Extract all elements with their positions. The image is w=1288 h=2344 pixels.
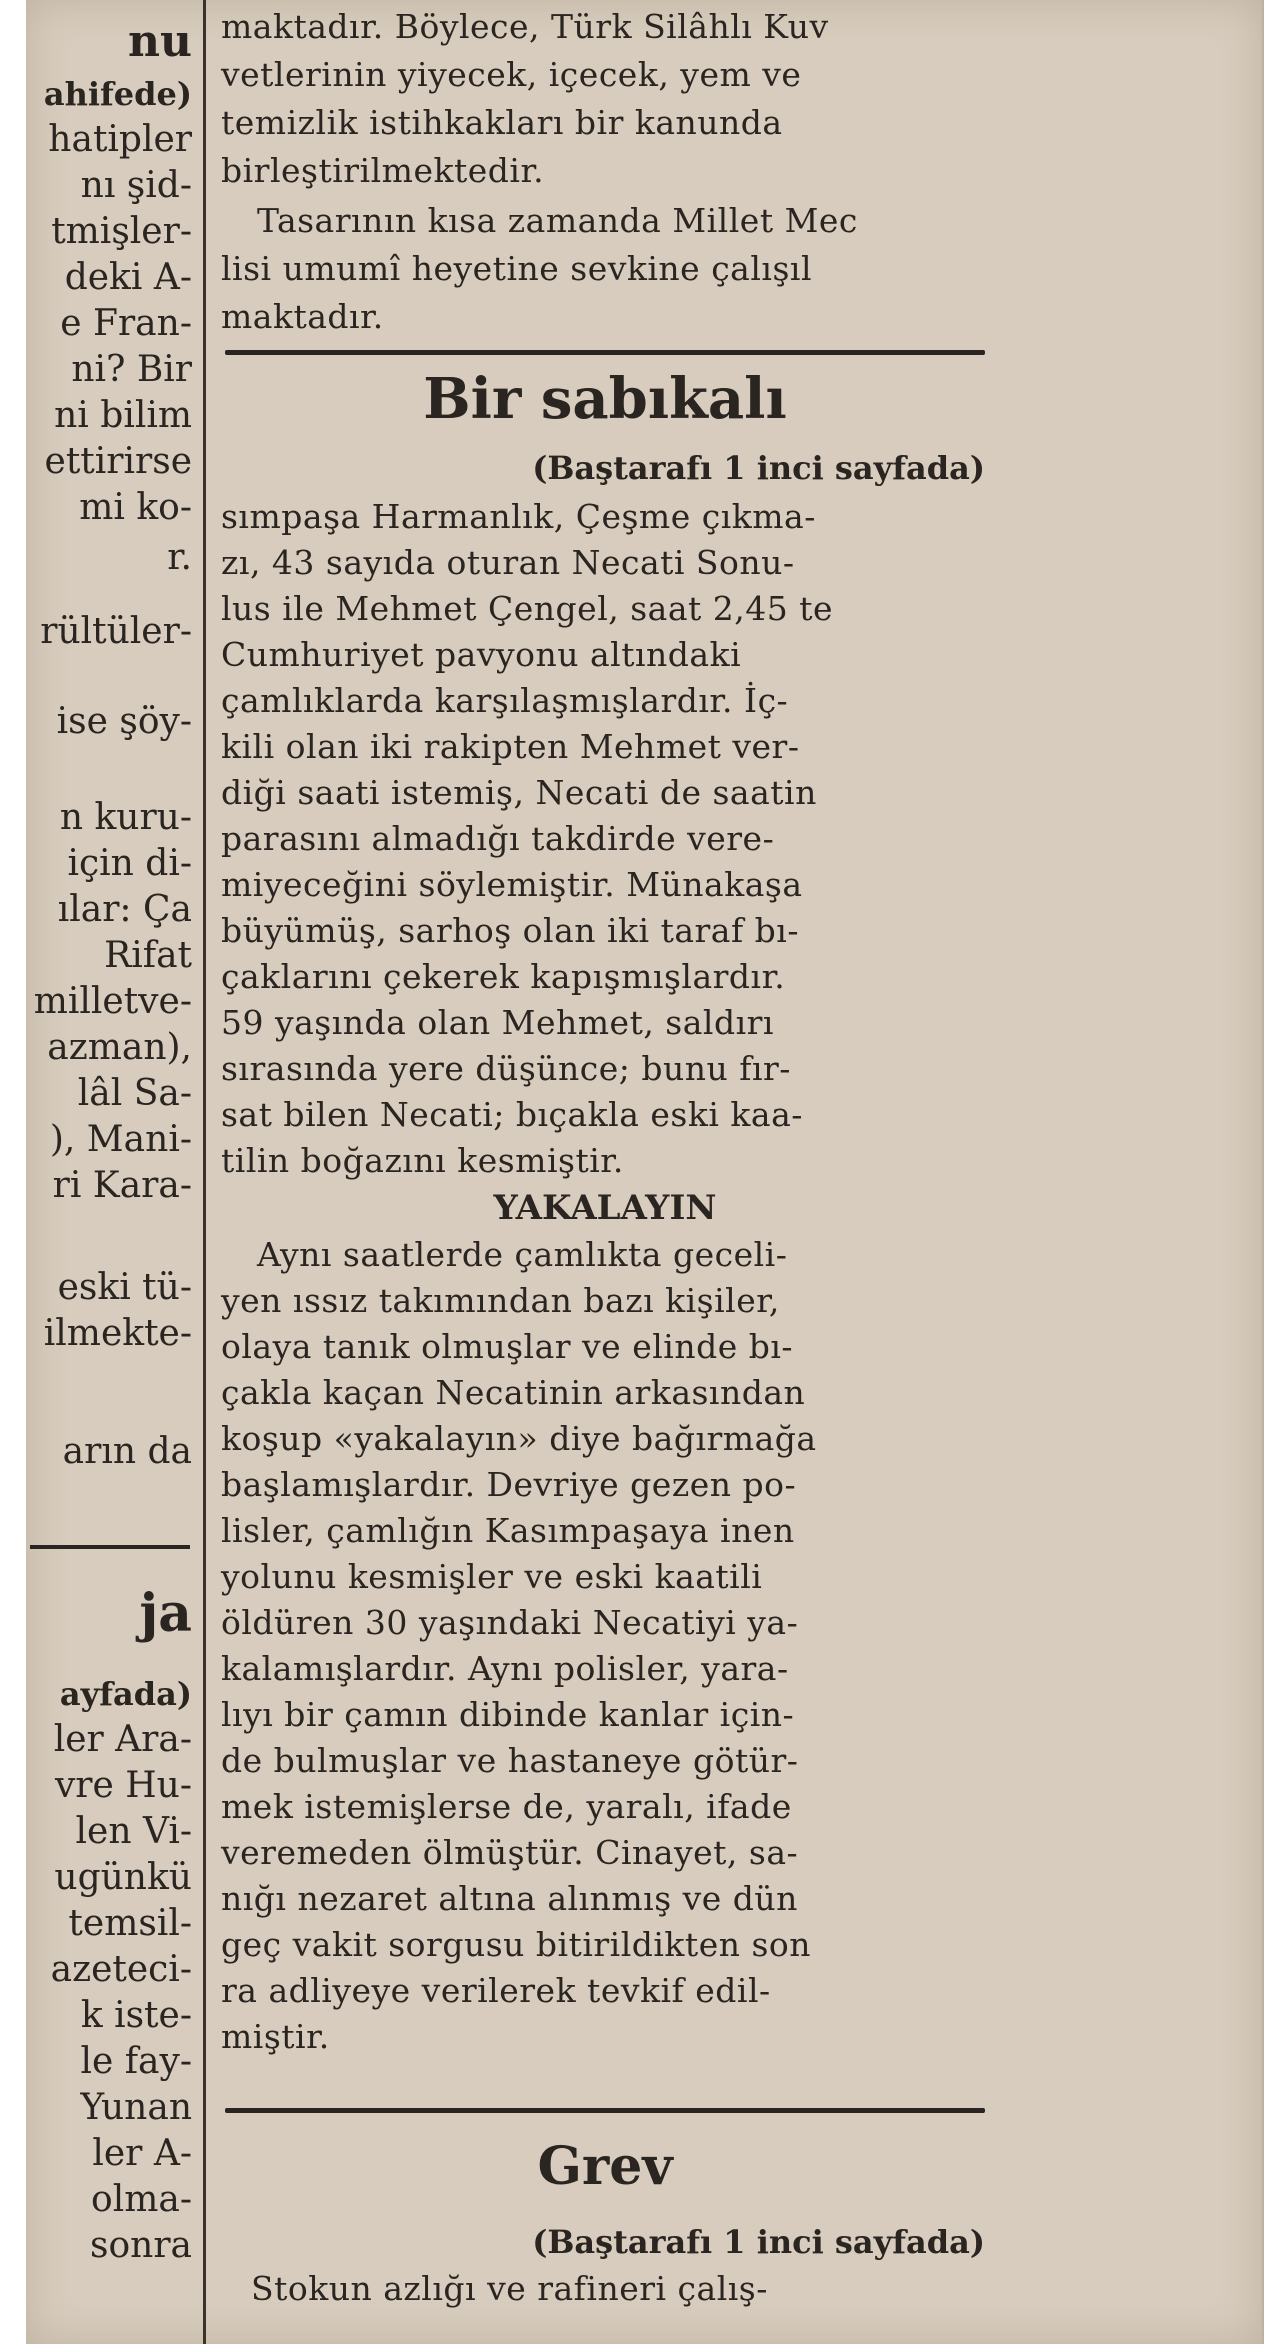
left-divider [30, 1545, 190, 1549]
left-line: ni? Bir [71, 349, 192, 390]
left-line: ayfada) [59, 1675, 192, 1713]
article-line: lisler, çamlığın Kasımpaşaya inen [221, 1511, 795, 1550]
left-line: ilmekte- [43, 1313, 192, 1354]
main-column [215, 0, 995, 2344]
left-line: nu [128, 16, 192, 67]
article-line: de bulmuşlar ve hastaneye götür- [221, 1741, 799, 1780]
subheading-yakalayin: YAKALAYIN [493, 1188, 717, 1228]
continued-from-note: (Baştarafı 1 inci sayfada) [532, 2223, 985, 2261]
article-line: çaklarını çekerek kapışmışlardır. [221, 957, 786, 996]
left-line: ler Ara- [53, 1719, 192, 1760]
left-line: temsil- [68, 1903, 192, 1944]
article-line: zı, 43 sayıda oturan Necati Sonu- [221, 543, 795, 582]
left-line: ri Kara- [52, 1165, 192, 1206]
article-line: Cumhuriyet pavyonu altındaki [221, 635, 742, 674]
left-line: lâl Sa- [77, 1073, 192, 1114]
left-line: ılar: Ça [57, 889, 192, 930]
continued-from-note: (Baştarafı 1 inci sayfada) [532, 449, 985, 487]
article-line: lıyı bir çamın dibinde kanlar için- [221, 1695, 795, 1734]
article-line: diği saati istemiş, Necati de saatin [221, 773, 817, 812]
left-line: Rifat [104, 935, 192, 976]
article-line: sımpaşa Harmanlık, Çeşme çıkma- [221, 497, 816, 536]
left-line: ), Mani- [49, 1119, 192, 1160]
left-line: n kuru- [59, 797, 192, 838]
article-line: kili olan iki rakipten Mehmet ver- [221, 727, 800, 766]
article-line: tilin boğazını kesmiştir. [221, 1141, 624, 1180]
left-line: le fay- [80, 2041, 192, 2082]
left-line: rültüler- [40, 611, 192, 652]
article-line: vetlerinin yiyecek, içecek, yem ve [221, 55, 802, 94]
article-line: parasını almadığı takdirde vere- [221, 819, 775, 858]
article-line: temizlik istihkakları bir kanunda [221, 103, 783, 142]
left-line: ler A- [92, 2133, 192, 2174]
left-line: ugünkü [54, 1857, 192, 1898]
article-line: Tasarının kısa zamanda Millet Mec [257, 201, 858, 240]
column-divider [203, 0, 206, 2344]
article-line: birleştirilmektedir. [221, 151, 545, 190]
article-line: maktadır. Böylece, Türk Silâhlı Kuv [221, 7, 829, 46]
article-line: miştir. [221, 2017, 330, 2056]
left-line: e Fran- [60, 303, 192, 344]
article-line: Aynı saatlerde çamlıkta geceli- [257, 1235, 788, 1274]
left-line: arın da [62, 1431, 192, 1472]
article-line: maktadır. [221, 297, 384, 336]
article-line: mek istemişlerse de, yaralı, ifade [221, 1787, 792, 1826]
left-line: len Vi- [75, 1811, 192, 1852]
headline-grev: Grev [537, 2136, 673, 2197]
left-line: eski tü- [57, 1267, 192, 1308]
article-line: lisi umumî heyetine sevkine çalışıl [221, 249, 813, 288]
article-line: lus ile Mehmet Çengel, saat 2,45 te [221, 589, 834, 628]
article-line: olaya tanık olmuşlar ve elinde bı- [221, 1327, 794, 1366]
left-line: ni bilim [54, 395, 192, 436]
clipping-edge [1262, 0, 1264, 2344]
left-line: sonra [89, 2225, 192, 2266]
article-line: çamlıklarda karşılaşmışlardır. İç- [221, 681, 789, 720]
article-line: sat bilen Necati; bıçakla eski kaa- [221, 1095, 803, 1134]
article-line: Stokun azlığı ve rafineri çalış- [251, 2269, 768, 2308]
left-line: k iste- [80, 1995, 192, 2036]
article-line: başlamışlardır. Devriye gezen po- [221, 1465, 797, 1504]
left-column-fragment [30, 0, 198, 2344]
left-line: azman), [47, 1027, 192, 1068]
left-line: Yunan [80, 2087, 192, 2128]
left-line: için di- [67, 843, 192, 884]
article-line: sırasında yere düşünce; bunu fır- [221, 1049, 791, 1088]
article-line: koşup «yakalayın» diye bağırmağa [221, 1419, 817, 1458]
headline-sabikali: Bir sabıkalı [423, 366, 787, 432]
left-line: tmişler- [51, 211, 192, 252]
article-line: miyeceğini söylemiştir. Münakaşa [221, 865, 803, 904]
article-line: yolunu kesmişler ve eski kaatili [221, 1557, 763, 1596]
left-line: azeteci- [50, 1949, 192, 1990]
left-line: nı şid- [80, 165, 192, 206]
article-line: çakla kaçan Necatinin arkasından [221, 1373, 806, 1412]
article-line: büyümüş, sarhoş olan iki taraf bı- [221, 911, 800, 950]
left-line: deki A- [64, 257, 192, 298]
article-line: yen ıssız takımından bazı kişiler, [221, 1281, 780, 1320]
left-line: mi ko- [79, 487, 192, 528]
left-line: milletve- [33, 981, 192, 1022]
article-line: ra adliyeye verilerek tevkif edil- [221, 1971, 771, 2010]
article-line: öldüren 30 yaşındaki Necatiyi ya- [221, 1603, 799, 1642]
article-line: kalamışlardır. Aynı polisler, yara- [221, 1649, 789, 1688]
left-line: ise şöy- [56, 701, 192, 742]
left-line: hatipler [48, 119, 192, 160]
article-line: geç vakit sorgusu bitirildikten son [221, 1925, 812, 1964]
left-line: ahifede) [43, 75, 192, 113]
article-separator [225, 2108, 985, 2113]
left-line: r. [167, 537, 192, 578]
article-line: nığı nezaret altına alınmış ve dün [221, 1879, 798, 1918]
article-separator [225, 350, 985, 355]
left-line: ettirirse [44, 441, 192, 482]
left-line: ja [139, 1583, 192, 1644]
article-line: 59 yaşında olan Mehmet, saldırı [221, 1003, 774, 1042]
article-line: veremeden ölmüştür. Cinayet, sa- [221, 1833, 799, 1872]
left-line: olma- [91, 2179, 192, 2220]
left-line: vre Hu- [54, 1765, 192, 1806]
